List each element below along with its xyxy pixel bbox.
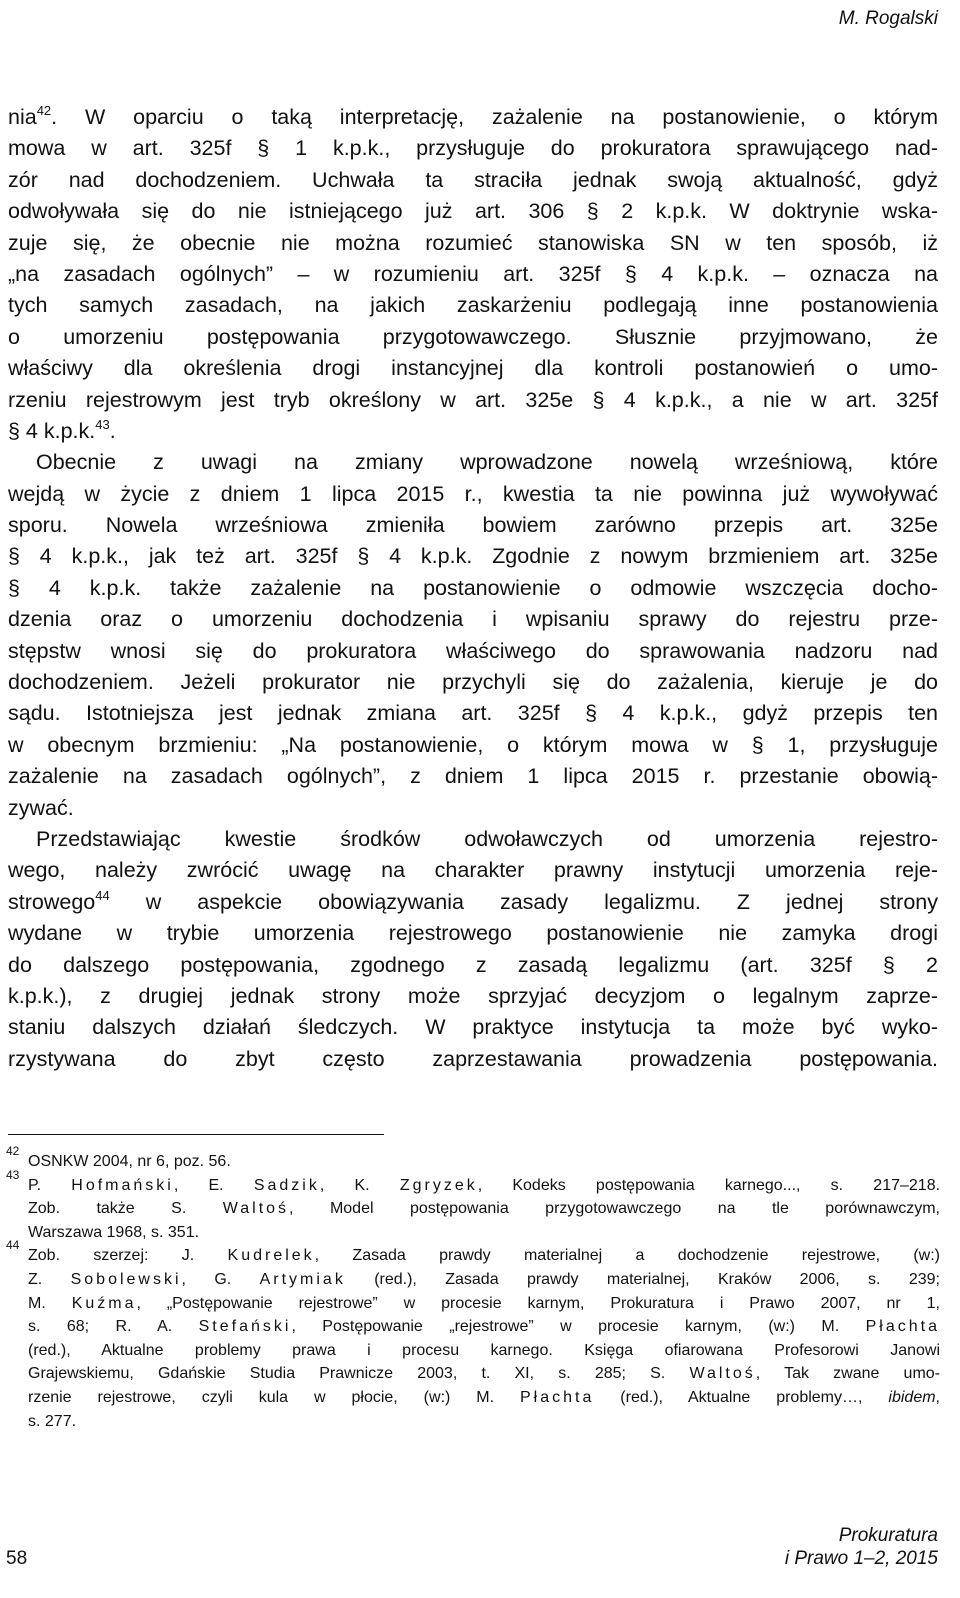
text-line: wego, należy zwrócić uwagę na charakter prawny instytucji umorzenia reje-	[8, 858, 938, 883]
text-line	[8, 887, 938, 918]
author-name: Płachta	[865, 1318, 940, 1336]
text-run: ,	[935, 1388, 940, 1406]
text-line: dochodzeniem. Jeżeli prokurator nie przychyli się do zażalenia, kieruje je do	[8, 670, 938, 695]
text-run: nia	[8, 105, 37, 129]
text-line: k.p.k.), z drugiej jednak strony może sprzyjać decyzjom o legalnym zaprze-	[8, 983, 938, 1008]
text-line: dzenia oraz o umorzeniu dochodzenia i wpisaniu sprawy do rejestru prze-	[8, 607, 938, 632]
author-name: Kudrelek	[227, 1247, 315, 1265]
text-line: w obecnym brzmieniu: „Na postanowienie, o którym mowa w § 1, przysługuje	[8, 732, 938, 757]
author-name: Kuźma	[71, 1294, 137, 1312]
text-line: rzeniu rejestrowym jest tryb określony w art. 325e § 4 k.p.k., a nie w art. 325f	[8, 387, 938, 412]
paragraph-start-line: Obecnie z uwagi na zmiany wprowadzone nowelą wrześniową, które	[36, 450, 938, 475]
text-line: stępstw wnosi się do prokuratora właściwego do sprawowania nadzoru nad	[8, 638, 938, 663]
text-run: , G.	[181, 1270, 260, 1288]
text-run: Z.	[28, 1270, 71, 1288]
footnote-ref-44: 44	[95, 887, 110, 903]
text-line: właściwy dla określenia drogi instancyjnej dla kontroli postanowień o umo-	[8, 356, 938, 381]
text-line: zażalenie na zasadach ogólnych”, z dniem 1 lipca 2015 r. przestanie obowią-	[8, 764, 938, 789]
text-line: sądu. Istotniejsza jest jednak zmiana art. 325f § 4 k.p.k., gdyż przepis ten	[8, 701, 938, 726]
text-run: , K.	[319, 1176, 400, 1194]
footnote-ref-42: 42	[36, 103, 52, 118]
text-line: tych samych zasadach, na jakich zaskarżeniu podlegają inne postanowienia	[8, 293, 938, 318]
journal-issue: i Prawo 1–2, 2015	[784, 1548, 938, 1569]
text-run: , „Postępowanie rejestrowe” w procesie karnym, Prokuratura i Prawo 2007, nr 1,	[136, 1294, 940, 1312]
footnote-44-line: s. 277.	[28, 1412, 77, 1430]
footnote-44-line	[0, 1386, 940, 1410]
text-line: o umorzeniu postępowania przygotowawczego. Słusznie przyjmowano, że	[8, 324, 938, 349]
journal-name	[785, 1524, 938, 1570]
text-line: sporu. Nowela wrześniowa zmieniła bowiem zarówno przepis art. 325e	[8, 513, 938, 538]
text-line: staniu dalszych działań śledczych. W praktyce instytucja ta może być wyko-	[8, 1015, 938, 1040]
text-run: P.	[28, 1176, 72, 1194]
footnote-44-line	[0, 1292, 940, 1316]
text-run: , Model postępowania przygotowawczego na tle porównawczym,	[289, 1200, 940, 1218]
author-name: Waltoś	[689, 1365, 756, 1383]
main-text	[8, 102, 938, 1075]
text-run: , Kodeks postępowania karnego..., s. 217–218.	[477, 1176, 941, 1194]
footnote-text: OSNKW 2004, nr 6, poz. 56.	[28, 1153, 231, 1170]
text-run: Zob. także S.	[28, 1200, 223, 1218]
footnote-separator	[8, 1134, 384, 1135]
paragraph-start-line: Przedstawiając kwestie środków odwoławczych od umorzenia rejestro-	[36, 826, 938, 851]
text-line: wejdą w życie z dniem 1 lipca 2015 r., kwestia ta nie powinna już wywoływać	[8, 481, 938, 506]
text-run: , Postępowanie „rejestrowe” w procesie karnym, (w:) M.	[291, 1318, 866, 1336]
author-name: Sadzik	[253, 1176, 320, 1194]
author-name: Hofmański	[71, 1176, 174, 1194]
text-run: . W oparciu o taką interpretację, zażalenie na postanowienie, o którym	[51, 105, 938, 129]
footnote-ref-43: 43	[95, 416, 110, 432]
footnote-44-line: (red.), Aktualne problemy prawa i procesu karnego. Księga ofiarowana Profesorowi Janowi	[28, 1341, 940, 1359]
text-line: wydane w trybie umorzenia rejestrowego postanowienie nie zamyka drogi	[8, 921, 938, 946]
text-run: .	[109, 418, 116, 443]
text-line: zuje się, że obecnie nie można rozumieć stanowiska SN w ten sposób, iż	[8, 230, 938, 255]
text-line	[8, 416, 938, 447]
author-name: Waltoś	[222, 1200, 290, 1218]
footnote-43-line	[0, 1167, 941, 1198]
page-number: 58	[6, 1548, 28, 1569]
author-name: Zgryzek	[399, 1176, 478, 1194]
text-run: strowego	[8, 889, 96, 914]
text-line: zywać.	[8, 795, 74, 820]
text-run: Zob. szerzej: J.	[28, 1247, 228, 1265]
footnote-42	[0, 1144, 940, 1174]
text-run: , Tak zwane umo-	[755, 1365, 941, 1383]
author-name: Artymiak	[259, 1270, 346, 1288]
text-run: (red.), Zasada prawdy materialnej, Kraków 2006, s. 239;	[345, 1270, 941, 1288]
running-header-author: M. Rogalski	[838, 8, 938, 29]
text-line: § 4 k.p.k. także zażalenie na postanowienie o odmowie wszczęcia docho-	[8, 575, 938, 600]
text-run: , Zasada prawdy materialnej a dochodzenie rejestrowe, (w:)	[314, 1247, 941, 1265]
author-name: Płachta	[519, 1388, 595, 1406]
footnote-44-line	[0, 1362, 940, 1386]
footnote-number: 44	[6, 1238, 20, 1253]
text-run: , E.	[173, 1176, 254, 1194]
footnote-43-line: Warszawa 1968, s. 351.	[28, 1223, 200, 1241]
text-line: § 4 k.p.k., jak też art. 325f § 4 k.p.k. Zgodnie z nowym brzmieniem art. 325e	[8, 544, 938, 569]
footnote-43-line	[0, 1197, 940, 1221]
text-run: rzenie rejestrowe, czyli kula w płocie, (w:) M.	[28, 1388, 520, 1406]
text-run: s. 68; R. A.	[28, 1318, 199, 1336]
footnote-number: 43	[6, 1167, 20, 1182]
text-line: „na zasadach ogólnych” – w rozumieniu art. 325f § 4 k.p.k. – oznacza na	[8, 261, 938, 286]
text-run: § 4 k.p.k.	[8, 418, 96, 443]
text-line: odwoływała się do nie istniejącego już art. 306 § 2 k.p.k. W doktrynie wska-	[8, 199, 938, 224]
italic-term: ibidem	[888, 1388, 936, 1406]
footnotes	[0, 1144, 941, 1433]
journal-title: Prokuratura	[838, 1525, 938, 1546]
text-line	[8, 102, 938, 133]
text-run: w aspekcie obowiązywania zasady legalizmu. Z jednej strony	[109, 889, 938, 914]
text-line: do dalszego postępowania, zgodnego z zasadą legalizmu (art. 325f § 2	[8, 952, 938, 977]
text-line: zór nad dochodzeniem. Uchwała ta straciła jednak swoją aktualność, gdyż	[8, 167, 938, 192]
author-name: Stefański	[198, 1318, 292, 1336]
text-run: (red.), Aktualne problemy…,	[594, 1388, 889, 1406]
text-run: M.	[28, 1294, 72, 1312]
footnote-number: 42	[6, 1144, 20, 1158]
footnote-44-line	[0, 1315, 940, 1339]
author-name: Sobolewski	[70, 1270, 182, 1288]
text-line: rzystywana do zbyt często zaprzestawania prowadzenia postępowania.	[8, 1046, 938, 1071]
footnote-44-line	[0, 1238, 941, 1268]
text-line: mowa w art. 325f § 1 k.p.k., przysługuje do prokuratora sprawującego nad-	[8, 136, 938, 161]
text-run: Grajewskiemu, Gdańskie Studia Prawnicze 2003, t. XI, s. 285; S.	[28, 1365, 690, 1383]
footnote-44-line	[0, 1268, 940, 1292]
